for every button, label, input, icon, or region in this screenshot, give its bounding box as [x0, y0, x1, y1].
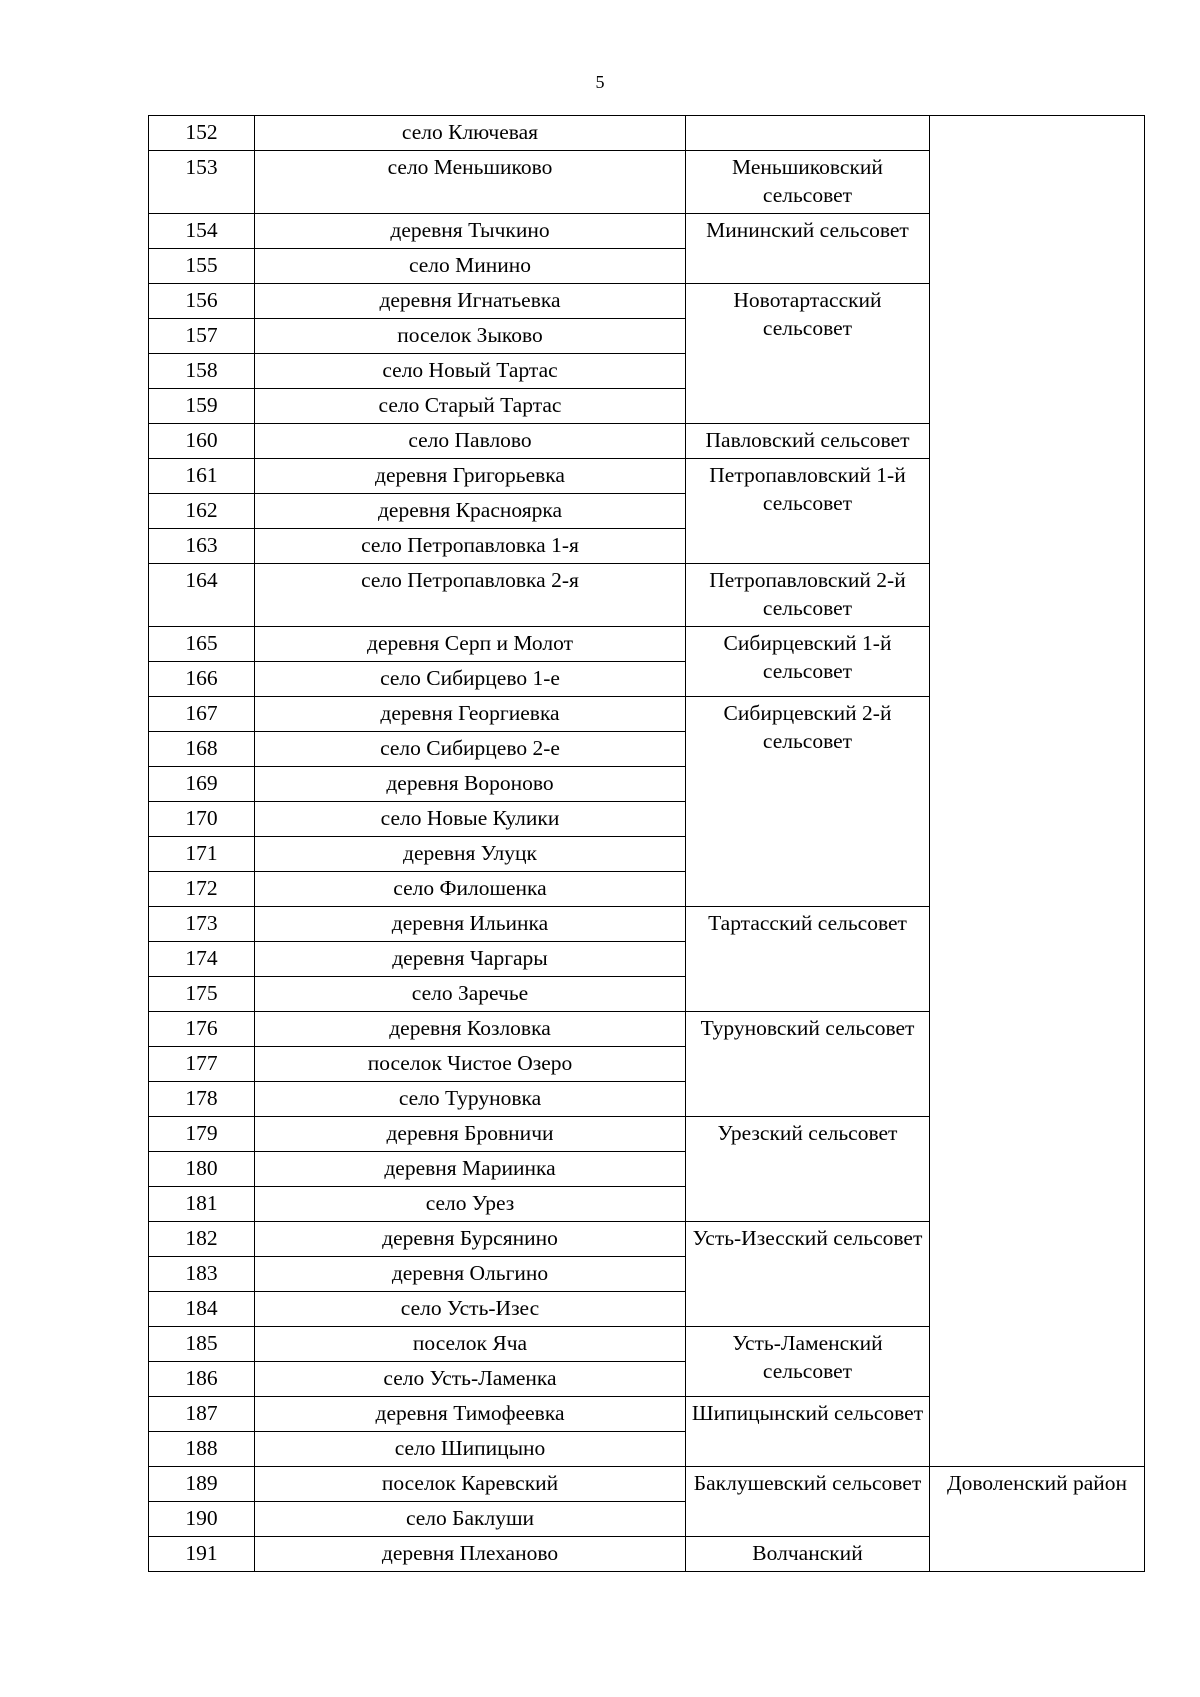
- council-cell: [686, 116, 930, 151]
- council-cell: Баклушевский сельсовет: [686, 1467, 930, 1537]
- table-row: [149, 116, 1145, 151]
- settlement-name: деревня Чаргары: [255, 942, 686, 977]
- council-cell: Сибирцевский 2-й сельсовет: [686, 697, 930, 907]
- council-cell: Шипицынский сельсовет: [686, 1397, 930, 1467]
- settlement-name: деревня Георгиевка: [255, 697, 686, 732]
- row-number: 185: [149, 1327, 255, 1362]
- settlement-name: село Петропавловка 1-я: [255, 529, 686, 564]
- settlement-name: деревня Вороново: [255, 767, 686, 802]
- council-cell: Усть-Изесский сельсовет: [686, 1222, 930, 1327]
- settlement-name: село Баклуши: [255, 1502, 686, 1537]
- council-cell: Усть-Ламенский сельсовет: [686, 1327, 930, 1397]
- row-number: 191: [149, 1537, 255, 1572]
- council-cell: Волчанский: [686, 1537, 930, 1572]
- row-number: 172: [149, 872, 255, 907]
- row-number: 175: [149, 977, 255, 1012]
- settlement-name: деревня Тычкино: [255, 214, 686, 249]
- council-cell: Петропавловский 1-й сельсовет: [686, 459, 930, 564]
- row-number: 158: [149, 354, 255, 389]
- settlement-name: село Усть-Ламенка: [255, 1362, 686, 1397]
- row-number: 186: [149, 1362, 255, 1397]
- row-number: 167: [149, 697, 255, 732]
- settlements-table: [148, 115, 1145, 1572]
- council-cell: Новотартасский сельсовет: [686, 284, 930, 424]
- council-cell: Сибирцевский 1-й сельсовет: [686, 627, 930, 697]
- row-number: 156: [149, 284, 255, 319]
- row-number: 170: [149, 802, 255, 837]
- row-number: 155: [149, 249, 255, 284]
- row-number: 176: [149, 1012, 255, 1047]
- settlement-name: деревня Григорьевка: [255, 459, 686, 494]
- settlement-name: село Усть-Изес: [255, 1292, 686, 1327]
- settlement-name: деревня Серп и Молот: [255, 627, 686, 662]
- district-cell: [930, 116, 1145, 1467]
- council-cell: Павловский сельсовет: [686, 424, 930, 459]
- settlement-name: деревня Козловка: [255, 1012, 686, 1047]
- council-cell: Урезский сельсовет: [686, 1117, 930, 1222]
- row-number: 187: [149, 1397, 255, 1432]
- settlement-name: деревня Игнатьевка: [255, 284, 686, 319]
- row-number: 184: [149, 1292, 255, 1327]
- row-number: 161: [149, 459, 255, 494]
- row-number: 190: [149, 1502, 255, 1537]
- row-number: 180: [149, 1152, 255, 1187]
- settlement-name: деревня Красноярка: [255, 494, 686, 529]
- row-number: 171: [149, 837, 255, 872]
- row-number: 188: [149, 1432, 255, 1467]
- row-number: 177: [149, 1047, 255, 1082]
- row-number: 173: [149, 907, 255, 942]
- settlement-name: деревня Ильинка: [255, 907, 686, 942]
- row-number: 168: [149, 732, 255, 767]
- settlement-name: деревня Мариинка: [255, 1152, 686, 1187]
- settlement-name: село Туруновка: [255, 1082, 686, 1117]
- settlement-name: село Сибирцево 1-е: [255, 662, 686, 697]
- row-number: 164: [149, 564, 255, 627]
- settlement-name: поселок Яча: [255, 1327, 686, 1362]
- settlement-name: село Новые Кулики: [255, 802, 686, 837]
- district-cell: Доволенский район: [930, 1467, 1145, 1572]
- settlement-name: село Старый Тартас: [255, 389, 686, 424]
- settlement-name: деревня Бровничи: [255, 1117, 686, 1152]
- row-number: 153: [149, 151, 255, 214]
- row-number: 165: [149, 627, 255, 662]
- row-number: 157: [149, 319, 255, 354]
- settlement-name: деревня Плеханово: [255, 1537, 686, 1572]
- settlement-name: село Минино: [255, 249, 686, 284]
- settlement-name: поселок Каревский: [255, 1467, 686, 1502]
- settlement-name: деревня Улуцк: [255, 837, 686, 872]
- settlement-name: село Урез: [255, 1187, 686, 1222]
- council-cell: Туруновский сельсовет: [686, 1012, 930, 1117]
- settlement-name: село Шипицыно: [255, 1432, 686, 1467]
- settlement-name: село Ключевая: [255, 116, 686, 151]
- row-number: 179: [149, 1117, 255, 1152]
- row-number: 181: [149, 1187, 255, 1222]
- settlement-name: поселок Чистое Озеро: [255, 1047, 686, 1082]
- row-number: 183: [149, 1257, 255, 1292]
- row-number: 174: [149, 942, 255, 977]
- settlement-name: деревня Бурсянино: [255, 1222, 686, 1257]
- row-number: 160: [149, 424, 255, 459]
- page-number: 5: [595, 72, 605, 92]
- settlement-name: село Филошенка: [255, 872, 686, 907]
- settlement-name: село Петропавловка 2-я: [255, 564, 686, 627]
- row-number: 182: [149, 1222, 255, 1257]
- settlement-name: село Заречье: [255, 977, 686, 1012]
- row-number: 159: [149, 389, 255, 424]
- row-number: 166: [149, 662, 255, 697]
- settlement-name: село Новый Тартас: [255, 354, 686, 389]
- settlement-name: поселок Зыково: [255, 319, 686, 354]
- council-cell: Мининский сельсовет: [686, 214, 930, 284]
- row-number: 178: [149, 1082, 255, 1117]
- row-number: 154: [149, 214, 255, 249]
- row-number: 189: [149, 1467, 255, 1502]
- council-cell: Меньшиковский сельсовет: [686, 151, 930, 214]
- settlement-name: село Павлово: [255, 424, 686, 459]
- row-number: 152: [149, 116, 255, 151]
- settlement-name: деревня Тимофеевка: [255, 1397, 686, 1432]
- table-row: [149, 1467, 1145, 1502]
- council-cell: Петропавловский 2-й сельсовет: [686, 564, 930, 627]
- council-cell: Тартасский сельсовет: [686, 907, 930, 1012]
- settlement-name: село Сибирцево 2-е: [255, 732, 686, 767]
- settlement-name: деревня Ольгино: [255, 1257, 686, 1292]
- row-number: 169: [149, 767, 255, 802]
- row-number: 162: [149, 494, 255, 529]
- settlement-name: село Меньшиково: [255, 151, 686, 214]
- row-number: 163: [149, 529, 255, 564]
